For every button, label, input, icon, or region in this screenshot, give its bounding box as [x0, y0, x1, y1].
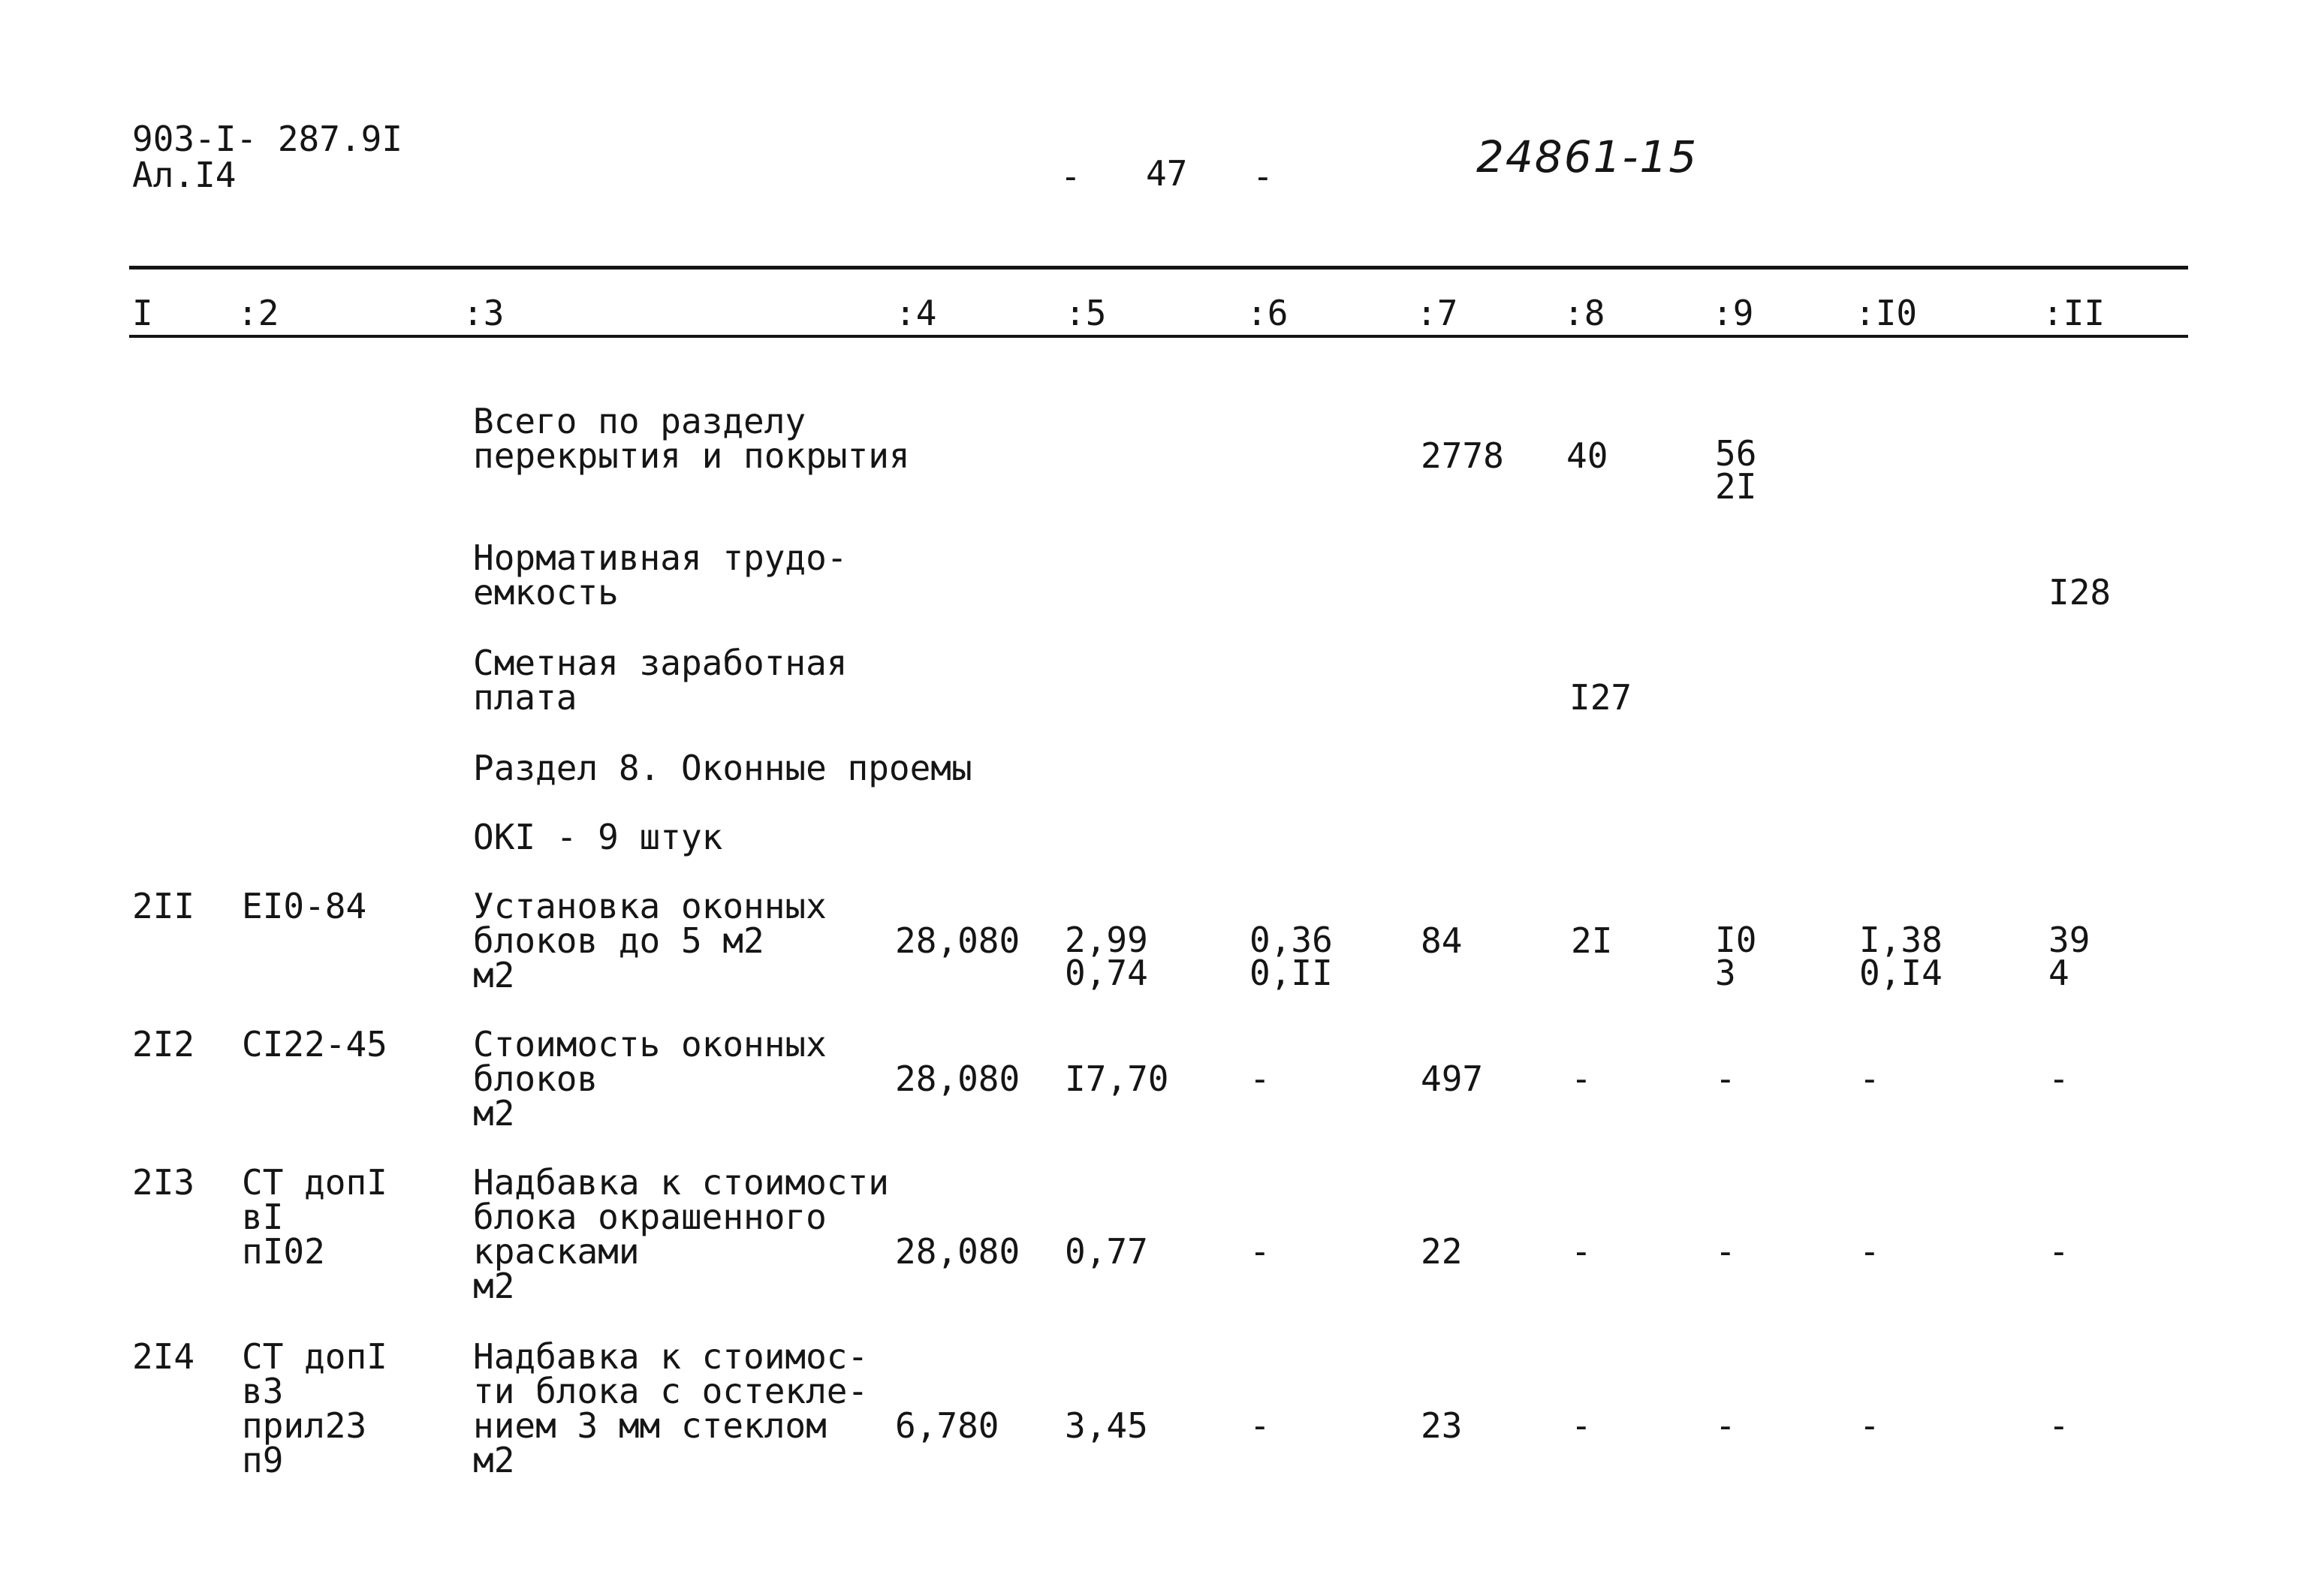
row-col4: 28,080 — [895, 920, 1020, 961]
col-header-4: :4 — [895, 293, 937, 333]
page-number: 47 — [1146, 153, 1188, 194]
row-col7: 84 — [1421, 920, 1463, 961]
col-header-9: :9 — [1712, 293, 1754, 333]
row-col7: 497 — [1421, 1058, 1484, 1099]
row-col4: 6,780 — [895, 1405, 999, 1446]
section-subtitle: ОКI - 9 штук — [473, 817, 723, 857]
section-total-label: Всего по разделу перекрытия и покрытия — [473, 401, 910, 476]
row-col5: 2,99 0,74 — [1065, 920, 1148, 993]
row-col10: I,38 0,I4 — [1859, 920, 1943, 993]
handwritten-number: 24861-15 — [1476, 131, 1699, 182]
row-col5: 3,45 — [1065, 1405, 1148, 1446]
row-number: 2I2 — [132, 1024, 195, 1065]
col-header-5: :5 — [1065, 293, 1107, 333]
row-description: Стоимость оконных блоков м2 — [473, 1024, 827, 1134]
row-number: 2I4 — [132, 1336, 195, 1377]
row-code: EI0-84 — [242, 886, 367, 926]
page-dash-left: - — [1060, 156, 1081, 197]
row-col8: - — [1571, 1405, 1592, 1446]
row-col7: 22 — [1421, 1231, 1463, 1272]
section-total-col7: 2778 — [1421, 435, 1504, 476]
row-code: CT допI в3 прил23 п9 — [242, 1336, 387, 1480]
row-col6: 0,36 0,II — [1249, 920, 1333, 993]
row-col4: 28,080 — [895, 1058, 1020, 1099]
row-col8: 2I — [1571, 920, 1613, 961]
section-total-col9: 56 2I — [1715, 433, 1757, 507]
row-col4: 28,080 — [895, 1231, 1020, 1272]
row-col6: - — [1249, 1231, 1271, 1272]
row-col11: - — [2048, 1058, 2069, 1099]
col-header-11: :II — [2042, 293, 2106, 333]
row-col5: I7,70 — [1065, 1058, 1169, 1099]
col-header-10: :I0 — [1855, 293, 1918, 333]
sheet-number: Ал.I4 — [132, 155, 237, 195]
row-col9: - — [1715, 1231, 1736, 1272]
row-col11: - — [2048, 1405, 2069, 1446]
row-number: 2I3 — [132, 1162, 195, 1203]
row-col9: I0 3 — [1715, 920, 1757, 993]
row-number: 2II — [132, 886, 195, 926]
row-col5: 0,77 — [1065, 1231, 1148, 1272]
row-col8: - — [1571, 1058, 1592, 1099]
col-header-7: :7 — [1416, 293, 1458, 333]
col-header-3: :3 — [463, 293, 505, 333]
document-code: 903-I- 287.9I — [132, 119, 403, 159]
col-header-2: :2 — [237, 293, 279, 333]
row-description: Надбавка к стоимос- ти блока с остекле- нием 3 мм стеклом м2 — [473, 1336, 869, 1480]
row-col9: - — [1715, 1058, 1736, 1099]
labor-intensity-label: Нормативная трудо- емкость — [473, 538, 848, 613]
col-header-1: I — [132, 293, 153, 333]
row-col6: - — [1249, 1058, 1271, 1099]
table-top-rule — [129, 266, 2188, 270]
row-description: Установка оконных блоков до 5 м2 м2 — [473, 886, 827, 995]
row-col9: - — [1715, 1405, 1736, 1446]
row-code: CT допI вI пI02 — [242, 1162, 387, 1272]
col-header-8: :8 — [1563, 293, 1605, 333]
row-col10: - — [1859, 1058, 1880, 1099]
section-title: Раздел 8. Оконные проемы — [473, 748, 972, 788]
row-col11: - — [2048, 1231, 2069, 1272]
section-total-col8: 40 — [1566, 435, 1608, 476]
row-col7: 23 — [1421, 1405, 1463, 1446]
table-header-rule — [129, 335, 2188, 338]
row-col11: 39 4 — [2048, 920, 2090, 993]
row-col10: - — [1859, 1231, 1880, 1272]
row-code: CI22-45 — [242, 1024, 387, 1065]
row-col6: - — [1249, 1405, 1271, 1446]
col-header-6: :6 — [1246, 293, 1289, 333]
row-description: Надбавка к стоимости блока окрашенного красками м2 — [473, 1162, 889, 1306]
estimated-wage-col8: I27 — [1569, 677, 1632, 718]
row-col10: - — [1859, 1405, 1880, 1446]
page-dash-right: - — [1252, 156, 1274, 197]
estimated-wage-label: Сметная заработная плата — [473, 643, 848, 718]
row-col8: - — [1571, 1231, 1592, 1272]
labor-intensity-col11: I28 — [2048, 572, 2112, 613]
